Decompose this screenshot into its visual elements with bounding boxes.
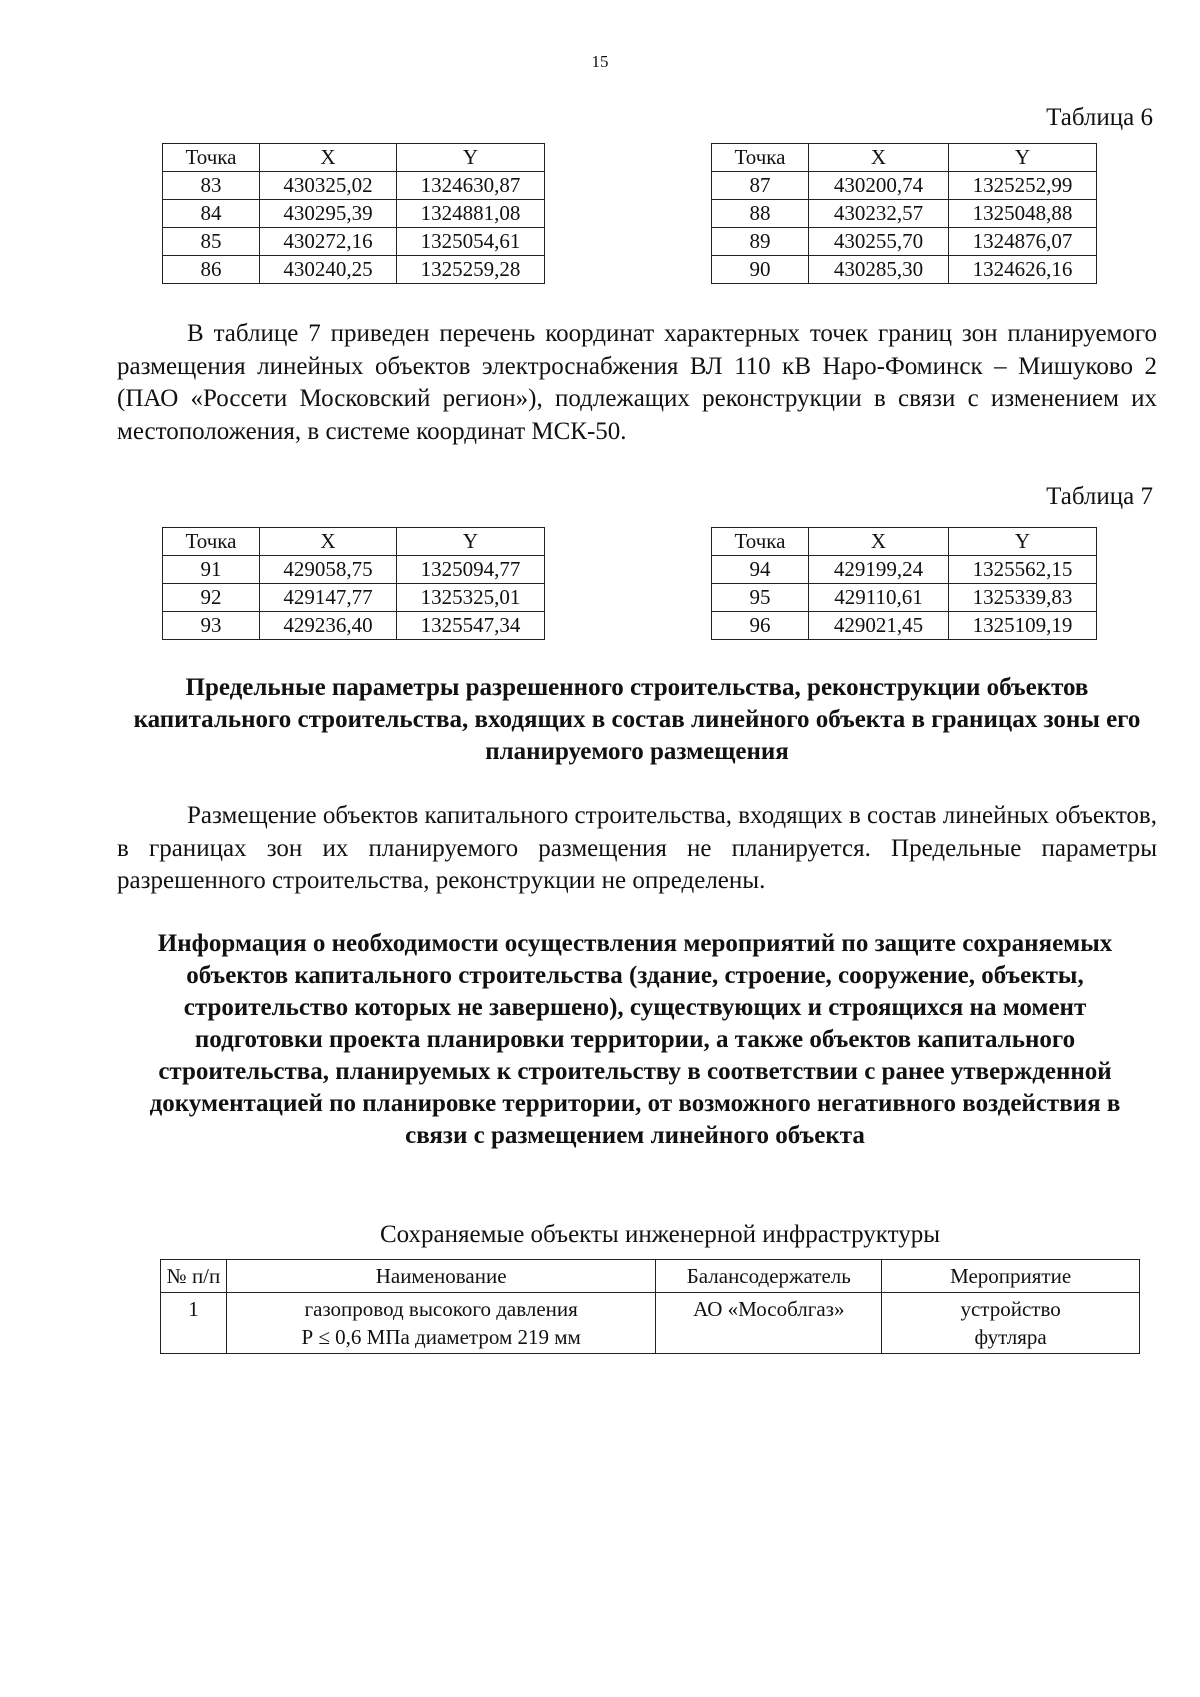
table-cell: 429199,24: [809, 556, 949, 584]
table7-left: [162, 527, 545, 640]
table-cell: 1325094,77: [397, 556, 545, 584]
section-heading-parameters: Предельные параметры разрешенного строительства, реконструкции объектов капитального строительства, входящих в состав линейного объекта в границах зоны его планируемого размещения: [133, 674, 1141, 765]
table-cell: 92: [163, 584, 260, 612]
header-cell: Точка: [712, 144, 809, 172]
table-header-row: [712, 144, 1097, 172]
table6-caption: Таблица 6: [1046, 104, 1153, 131]
table-cell: 1325259,28: [397, 256, 545, 284]
table-cell: 88: [712, 200, 809, 228]
table-row: [163, 556, 545, 584]
header-cell: X: [260, 528, 397, 556]
table-cell: 429058,75: [260, 556, 397, 584]
header-cell-number: № п/п: [161, 1260, 227, 1293]
header-cell: X: [809, 528, 949, 556]
infra-table: [160, 1259, 1140, 1354]
table-cell: 429110,61: [809, 584, 949, 612]
table-cell: 93: [163, 612, 260, 640]
header-cell: Y: [397, 528, 545, 556]
table-cell: 84: [163, 200, 260, 228]
table-row: [163, 200, 545, 228]
table-cell: 429147,77: [260, 584, 397, 612]
table-cell: 429021,45: [809, 612, 949, 640]
table-row: [163, 172, 545, 200]
row-name: [226, 1293, 655, 1354]
table-cell: 1324626,16: [949, 256, 1097, 284]
table-cell: 85: [163, 228, 260, 256]
table-cell: 1325562,15: [949, 556, 1097, 584]
table-cell: 430325,02: [260, 172, 397, 200]
table-row: [712, 256, 1097, 284]
header-cell-holder: Балансодержатель: [656, 1260, 882, 1293]
table-cell: 430200,74: [809, 172, 949, 200]
table-cell: 1325109,19: [949, 612, 1097, 640]
table-cell: 87: [712, 172, 809, 200]
table-cell: 1325252,99: [949, 172, 1097, 200]
header-cell: Y: [949, 528, 1097, 556]
section-heading-protection: Информация о необходимости осуществления мероприятий по защите сохраняемых объектов капитального строительства (здание, строение, сооружение, объекты, строительство которых не завершено), существующих и строящихся на момент подготовки проекта планировки территории, а также объектов капитального строительства, планируемых к строительству в соответствии с ранее утвержденной документацией по планировке территории, от возможного негативного воздействия в связи с размещением линейного объекта: [149, 930, 1121, 1149]
table-cell: 1325339,83: [949, 584, 1097, 612]
table-cell: 96: [712, 612, 809, 640]
table-cell: 86: [163, 256, 260, 284]
table-row: [712, 172, 1097, 200]
table6-left: [162, 143, 545, 284]
row-number: 1: [161, 1293, 227, 1354]
table-cell: 89: [712, 228, 809, 256]
table-row: [163, 584, 545, 612]
table-row: [161, 1293, 1140, 1354]
row-name-line: газопровод высокого давления: [304, 1297, 578, 1321]
header-cell-name: Наименование: [226, 1260, 655, 1293]
table-cell: 94: [712, 556, 809, 584]
header-cell: X: [809, 144, 949, 172]
table-cell: 91: [163, 556, 260, 584]
row-action-line: футляра: [974, 1325, 1047, 1349]
table6-right: [711, 143, 1097, 284]
table-cell: 1325054,61: [397, 228, 545, 256]
table-cell: 1325325,01: [397, 584, 545, 612]
table-cell: 430232,57: [809, 200, 949, 228]
table-row: [712, 200, 1097, 228]
table7-caption: Таблица 7: [1046, 483, 1153, 510]
table-row: [163, 228, 545, 256]
table-cell: 95: [712, 584, 809, 612]
table-cell: 90: [712, 256, 809, 284]
table7-right: [711, 527, 1097, 640]
paragraph-table7-intro: В таблице 7 приведен перечень координат характерных точек границ зон планируемого размещения линейных объектов электроснабжения ВЛ 110 кВ Наро-Фоминск – Мишуково 2 (ПАО «Россети Московский регион»), подлежащих реконструкции в связи с изменением их местоположения, в системе координат МСК-50.: [117, 320, 1157, 445]
table-cell: 1324876,07: [949, 228, 1097, 256]
table-header-row: [161, 1260, 1140, 1293]
table-cell: 83: [163, 172, 260, 200]
header-cell: Y: [949, 144, 1097, 172]
table-cell: 430272,16: [260, 228, 397, 256]
header-cell: Y: [397, 144, 545, 172]
table-cell: 1325547,34: [397, 612, 545, 640]
table-row: [163, 256, 545, 284]
row-holder: АО «Мособлгаз»: [656, 1293, 882, 1354]
page-number: 15: [591, 52, 609, 71]
table-cell: 430240,25: [260, 256, 397, 284]
row-action-line: устройство: [960, 1297, 1061, 1321]
table-cell: 430285,30: [809, 256, 949, 284]
row-action: [882, 1293, 1140, 1354]
infra-table-caption: Сохраняемые объекты инженерной инфраструктуры: [379, 1221, 941, 1248]
table-cell: 430255,70: [809, 228, 949, 256]
table-row: [712, 612, 1097, 640]
table-cell: 1324881,08: [397, 200, 545, 228]
paragraph-parameters: Размещение объектов капитального строительства, входящих в состав линейных объектов, в границах зон их планируемого размещения не планируется. Предельные параметры разрешенного строительства, реконструкции не определены.: [117, 802, 1157, 894]
header-cell: Точка: [163, 528, 260, 556]
table-row: [712, 556, 1097, 584]
table-row: [712, 584, 1097, 612]
header-cell: Точка: [712, 528, 809, 556]
table-cell: 1324630,87: [397, 172, 545, 200]
table-cell: 1325048,88: [949, 200, 1097, 228]
table-header-row: [712, 528, 1097, 556]
header-cell: Точка: [163, 144, 260, 172]
table-row: [163, 612, 545, 640]
table-cell: 430295,39: [260, 200, 397, 228]
header-cell: X: [260, 144, 397, 172]
row-name-line: Р ≤ 0,6 МПа диаметром 219 мм: [301, 1325, 581, 1349]
table-header-row: [163, 144, 545, 172]
table-header-row: [163, 528, 545, 556]
table-row: [712, 228, 1097, 256]
header-cell-action: Мероприятие: [882, 1260, 1140, 1293]
table-cell: 429236,40: [260, 612, 397, 640]
